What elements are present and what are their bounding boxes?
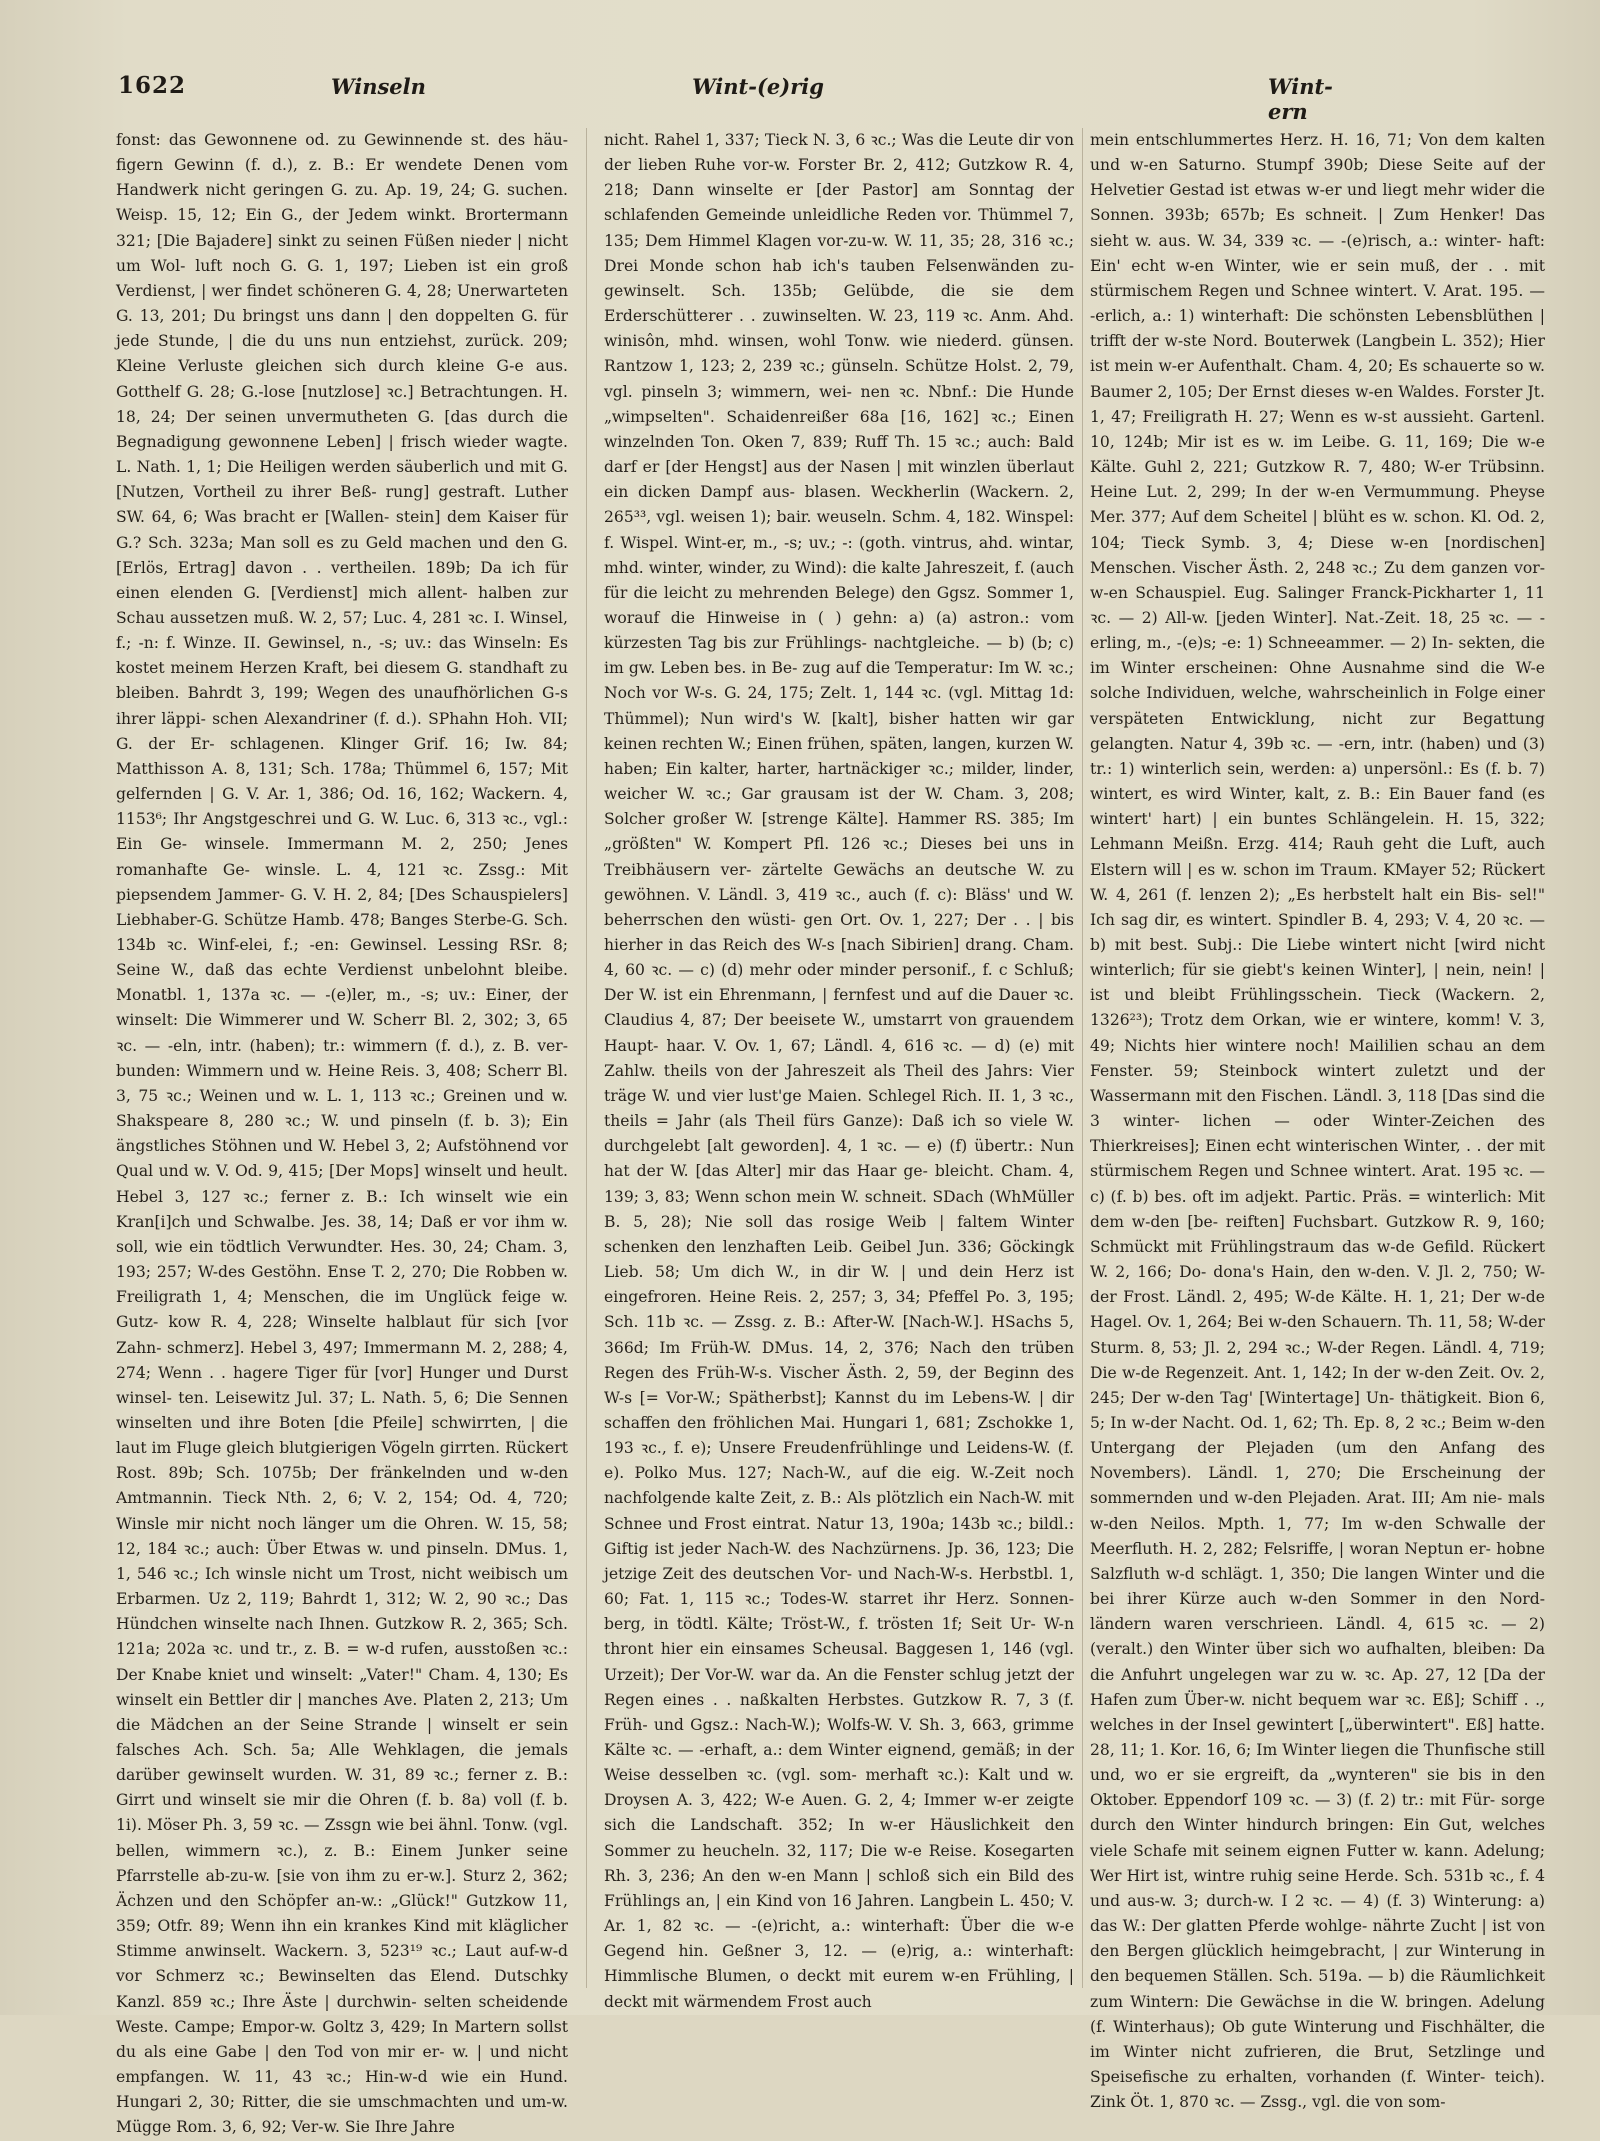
page-number: 1622 <box>118 72 187 99</box>
running-head-right: Wint-ern <box>1268 74 1333 124</box>
column-divider <box>586 128 587 1988</box>
page-header <box>118 72 1363 124</box>
column-text: mein entschlummertes Herz. H. 16, 71; Von dem kalten und w-en Saturno. Stumpf 390b; Diese Seite auf der Helvetier Gestad ist etwas w-er und liegt mehr wider die Sonnen. 393b; 657b; Es schneit. | Zum Henker! Das sieht w. aus. W. 34, 339 ꝛc. — -(e)risch, a.: winter- haft: Ein' echt w-en Winter, wie er sein muß, der . . mit stürmischem Regen und Schnee wintert. V. Arat. 195. — -erlich, a.: 1) winterhaft: Die schönsten Lebensblüthen | trifft der w-ste Nord. Bouterwek (Langbein L. 352); Hier ist mein w-er Aufenthalt. Cham. 4, 20; Es schauerte so w. Baumer 2, 105; Der Ernst dieses w-en Waldes. Forster Jt. 1, 47; Freiligrath H. 27; Wenn es w-st aussieht. Gartenl. 10, 124b; Mir ist es w. im Leibe. G. 11, 169; Die w-e Kälte. Guhl 2, 221; Gutzkow R. 7, 480; W-er Trübsinn. Heine Lut. 2, 299; In der w-en Vermummung. Pheyse Mer. 377; Auf dem Scheitel | blüht es w. schon. Kl. Od. 2, 104; Tieck Symb. 3, 4; Diese w-en [nordischen] Menschen. Vischer Ästh. 2, 248 ꝛc.; Zu dem ganzen vor- w-en Schauspiel. Eug. Salinger Franck-Pickharter 1, 11 ꝛc. — 2) All-w. [jeden Winter]. Nat.-Zeit. 18, 25 ꝛc. — -erling, m., -(e)s; -e: 1) Schneeammer. — 2) In- sekten, die im Winter erscheinen: Ohne Ausnahme sind die W-e solche Individuen, welche, wahrscheinlich in Folge einer verspäteten Entwicklung, nicht zur Begattung gelangten. Natur 4, 39b ꝛc. — -ern, intr. (haben) und (3) tr.: 1) winterlich sein, werden: a) unpersönl.: Es (f. b. 7) wintert, es wird Winter, kalt, z. B.: Ein Bauer fand (es wintert' hart) | ein buntes Schlängelein. H. 15, 322; Lehmann Meißn. Erzg. 414; Rauh geht die Luft, auch Elstern will | es w. schon im Traum. KMayer 52; Rückert W. 4, 261 (f. lenzen 2); „Es herbstelt halt ein Bis- sel!" Ich sag dir, es wintert. Spindler B. 4, 293; V. 4, 20 ꝛc. — b) mit best. Subj.: Die Liebe wintert nicht [wird nicht winterlich; für sie giebt's keinen Winter], | nein, nein! | ist und bleibt Frühlingsschein. Tieck (Wackern. 2, 1326²³); Trotz dem Orkan, wie er wintere, komm! V. 3, 49; Nichts hier wintere noch! Maililien schau an dem Fenster. 59; Steinbock wintert zuletzt und der Wassermann mit den Fischen. Ländl. 3, 118 [Das sind die 3 winter- lichen — oder Winter-Zeichen des Thierkreises]; Einen echt winterischen Winter, . . der mit stürmischem Regen und Schnee wintert. Arat. 195 ꝛc. — c) (f. b) bes. oft im adjekt. Partic. Präs. = winterlich: Mit dem w-den [be- reiften] Fuchsbart. Gutzkow R. 9, 160; Schmückt mit Frühlingstraum das w-de Gefild. Rückert W. 2, 166; Do- dona's Hain, den w-den. V. Jl. 2, 750; W-der Frost. Ländl. 2, 495; W-de Kälte. H. 1, 21; Der w-de Hagel. Ov. 1, 264; Bei w-den Schauern. Th. 11, 58; W-der Sturm. 8, 53; Jl. 2, 294 ꝛc.; W-der Regen. Ländl. 4, 719; Die w-de Regenzeit. Ant. 1, 142; In der w-den Zeit. Ov. 2, 245; Der w-den Tag' [Wintertage] Un- thätigkeit. Bion 6, 5; In w-der Nacht. Od. 1, 62; Th. Ep. 8, 2 ꝛc.; Beim w-den Untergang der Plejaden (um den Anfang des Novembers). Ländl. 1, 270; Die Erscheinung der sommernden und w-den Plejaden. Arat. III; Am nie- mals w-den Neilos. Mpth. 1, 77; Im w-den Schwalle der Meerfluth. H. 2, 282; Felsriffe, | woran Neptun er- hobne Salzfluth w-d schlägt. 1, 350; Die langen Winter und die bei ihrer Kürze auch w-den Sommer in den Nord- ländern waren verschrieen. Ländl. 4, 615 ꝛc. — 2) (veralt.) den Winter über sich wo aufhalten, bleiben: Da die Anfuhrt ungelegen war zu w. ꝛc. Ap. 27, 12 [Da der Hafen zum Über-w. nicht bequem war ꝛc. Eß]; Schiff . ., welches in der Insel gewintert [„überwintert". Eß] hatte. 28, 11; 1. Kor. 16, 6; Im Winter liegen die Thunfische still und, wo er sie ergreift, da „wynteren" sie bis in den Oktober. Eppendorf 109 ꝛc. — 3) (f. 2) tr.: mit Für- sorge durch den Winter hindurch bringen: Ein Gut, welches viele Schafe mit seinem eignen Futter w. kann. Adelung; Wer Hirt ist, wintre ruhig seine Herde. Sch. 531b ꝛc., f. 4 und aus-w. 3; durch-w. I 2 ꝛc. — 4) (f. 3) Winterung: a) das W.: Der glatten Pferde wohlge- nährte Zucht | ist von den Bergen glücklich heimgebracht, | zur Winterung in den bequemen Ställen. Sch. 519a. — b) die Räumlichkeit zum Wintern: Die Gewächse in die W. bringen. Adelung (f. Winterhaus); Ob gute Winterung und Fischhälter, die im Winter nicht zufrieren, die Brut, Setzlinge und Speisefische zu erhalten, vorhanden (f. Winter- teich). Zink Öt. 1, 870 ꝛc. — Zssg., vgl. die von som- <box>1090 131 1545 2112</box>
running-head-left: Winseln <box>331 74 426 99</box>
column-divider <box>1082 128 1083 1988</box>
column-text: fonst: das Gewonnene od. zu Gewinnende st. des häu- figern Gewinn (f. d.), z. B.: Er wendete Denen vom Handwerk nicht geringen G. zu. Ap. 19, 24; G. suchen. Weisp. 15, 12; Ein G., der Jedem winkt. Brortermann 321; [Die Bajadere] sinkt zu seinen Füßen nieder | nicht um Wol- luft noch G. G. 1, 197; Lieben ist ein groß Verdienst, | wer findet schöneren G. 4, 28; Unerwarteten G. 13, 201; Du bringst uns dann | den doppelten G. für jede Stunde, | die du uns nun entziehst, zurück. 209; Kleine Verluste gleichen sich durch kleine G-e aus. Gotthelf G. 28; G.-lose [nutzlose] ꝛc.] Betrachtungen. H. 18, 24; Der seinen unvermutheten G. [das durch die Begnadigung gewonnene Leben] | frisch wieder wagte. L. Nath. 1, 1; Die Heiligen werden säuberlich und mit G. [Nutzen, Vortheil zu ihrer Beß- rung] gestraft. Luther SW. 64, 6; Was bracht er [Wallen- stein] dem Kaiser für G.? Sch. 323a; Man soll es zu Geld machen und den G. [Erlös, Ertrag] davon . . vertheilen. 189b; Da ich für einen elenden G. [Verdienst] mich allent- halben zur Schau aussetzen muß. W. 2, 57; Luc. 4, 281 ꝛc. I. Winsel, f.; -n: f. Winze. II. Gewinsel, n., -s; uv.: das Winseln: Es kostet meinem Herzen Kraft, bei diesem G. standhaft zu bleiben. Bahrdt 3, 199; Wegen des unaufhörlichen G-s ihrer läppi- schen Alexandriner (f. d.). SPhahn Hoh. VII; G. der Er- schlagenen. Klinger Grif. 16; Iw. 84; Matthisson A. 8, 131; Sch. 178a; Thümmel 6, 157; Mit gelfernden | G. V. Ar. 1, 386; Od. 16, 162; Wackern. 4, 1153⁶; Ihr Angstgeschrei und G. W. Luc. 6, 313 ꝛc., vgl.: Ein Ge- winsele. Immermann M. 2, 250; Jenes romanhafte Ge- winsle. L. 4, 121 ꝛc. Zssg.: Mit piepsendem Jammer- G. V. H. 2, 84; [Des Schauspielers] Liebhaber-G. Schütze Hamb. 478; Banges Sterbe-G. Sch. 134b ꝛc. Winf-elei, f.; -en: Gewinsel. Lessing RSr. 8; Seine W., daß das echte Verdienst unbelohnt bleibe. Monatbl. 1, 137a ꝛc. — -(e)ler, m., -s; uv.: Einer, der winselt: Die Wimmerer und W. Scherr Bl. 2, 302; 3, 65 ꝛc. — -eln, intr. (haben); tr.: wimmern (f. d.), z. B. ver- bunden: Wimmern und w. Heine Reis. 3, 408; Scherr Bl. 3, 75 ꝛc.; Weinen und w. L. 1, 113 ꝛc.; Greinen und w. Shakspeare 8, 280 ꝛc.; W. und pinseln (f. b. 3); Ein ängstliches Stöhnen und W. Hebel 3, 2; Aufstöhnend vor Qual und w. V. Od. 9, 415; [Der Mops] winselt und heult. Hebel 3, 127 ꝛc.; ferner z. B.: Ich winselt wie ein Kran[i]ch und Schwalbe. Jes. 38, 14; Daß er vor ihm w. soll, wie ein tödtlich Verwundter. Hes. 30, 24; Cham. 3, 193; 257; W-des Gestöhn. Ense T. 2, 270; Die Robben w. Freiligrath 1, 4; Menschen, die im Unglück feige w. Gutz- kow R. 4, 228; Winselte halblaut für sich [vor Zahn- schmerz]. Hebel 3, 497; Immermann M. 2, 288; 4, 274; Wenn . . hagere Tiger für [vor] Hunger und Durst winsel- ten. Leisewitz Jul. 37; L. Nath. 5, 6; Die Sennen winselten und ihre Boten [die Pfeile] schwirrten, | die laut im Fluge gleich blutgierigen Vögeln girrten. Rückert Rost. 89b; Sch. 1075b; Der fränkelnden und w-den Amtmannin. Tieck Nth. 2, 6; V. 2, 154; Od. 4, 720; Winsle mir nicht noch länger um die Ohren. W. 15, 58; 12, 184 ꝛc.; auch: Über Etwas w. und pinseln. DMus. 1, 1, 546 ꝛc.; Ich winsle nicht um Trost, nicht weibisch um Erbarmen. Uz 2, 119; Bahrdt 1, 312; W. 2, 90 ꝛc.; Das Hündchen winselte nach Ihnen. Gutzkow R. 2, 365; Sch. 121a; 202a ꝛc. und tr., z. B. = w-d rufen, ausstoßen ꝛc.: Der Knabe kniet und winselt: „Vater!" Cham. 4, 130; Es winselt ein Bettler dir | manches Ave. Platen 2, 213; Um die Mädchen an der Seine Strande | winselt er sein falsches Ach. Sch. 5a; Alle Wehklagen, die jemals darüber gewinselt wurden. W. 31, 89 ꝛc.; ferner z. B.: Girrt und winselt sie mir die Ohren (f. b. 8a) voll (f. b. 1i). Möser Ph. 3, 59 ꝛc. — Zssgn wie bei ähnl. Tonw. (vgl. bellen, wimmern ꝛc.), z. B.: Einem Junker seine Pfarrstelle ab-zu-w. [sie von ihm zu er-w.]. Sturz 2, 362; Ächzen und den Schöpfer an-w.: „Glück!" Gutzkow 11, 359; Otfr. 89; Wenn ihn ein krankes Kind mit kläglicher Stimme anwinselt. Wackern. 3, 523¹⁹ ꝛc.; Laut auf-w-d vor Schmerz ꝛc.; Bewinselten das Elend. Dutschky Kanzl. 859 ꝛc.; Ihre Äste | durchwin- selten scheidende Weste. Campe; Empor-w. Goltz 3, 429; In Martern sollst du als eine Gabe | den Tod von mir er- w. | und nicht empfangen. W. 11, 43 ꝛc.; Hin-w-d wie ein Hund. Hungari 2, 30; Ritter, die sie umschmachten und um-w. Mügge Rom. 3, 6, 92; Ver-w. Sie Ihre Jahre <box>116 131 569 2137</box>
text-column-left <box>116 128 569 2137</box>
running-head-center: Wint-(e)rig <box>692 74 824 99</box>
text-column-right <box>1090 128 1545 2112</box>
column-text: nicht. Rahel 1, 337; Tieck N. 3, 6 ꝛc.; Was die Leute dir von der lieben Ruhe vor-w. Forster Br. 2, 412; Gutzkow R. 4, 218; Dann winselte er [der Pastor] am Sonntag der schlafenden Gemeinde unleidliche Reden vor. Thümmel 7, 135; Dem Himmel Klagen vor-zu-w. W. 11, 35; 28, 316 ꝛc.; Drei Monde schon hab ich's tauben Felsenwänden zu- gewinselt. Sch. 135b; Gelübde, die sie dem Erderschütterer . . zuwinselten. W. 23, 119 ꝛc. Anm. Ahd. winisôn, mhd. winsen, wohl Tonw. wie niederd. günsen. Rantzow 1, 123; 2, 239 ꝛc.; günseln. Schütze Holst. 2, 79, vgl. pinseln 3; wimmern, wei- nen ꝛc. Nbnf.: Die Hunde „wimpselten". Schaidenreißer 68a [16, 162] ꝛc.; Einen winzelnden Ton. Oken 7, 839; Ruff Th. 15 ꝛc.; auch: Bald darf er [der Hengst] aus der Nasen | mit winzlen überlaut ein dicken Dampf aus- blasen. Weckherlin (Wackern. 2, 265³³, vgl. weisen 1); bair. weuseln. Schm. 4, 182. Winspel: f. Wispel. Wint-er, m., -s; uv.; -: (goth. vintrus, ahd. wintar, mhd. winter, winder, zu Wind): die kalte Jahreszeit, f. (auch für die leicht zu mehrenden Belege) den Ggsz. Sommer 1, worauf die Hinweise in ( ) gehn: a) (a) astron.: vom kürzesten Tag bis zur Frühlings- nachtgleiche. — b) (b; c) im gw. Leben bes. in Be- zug auf die Temperatur: Im W. ꝛc.; Noch vor W-s. G. 24, 175; Zelt. 1, 144 ꝛc. (vgl. Mittag 1d: Thümmel); Nun wird's W. [kalt], bisher hatten wir gar keinen rechten W.; Einen frühen, späten, langen, kurzen W. haben; Ein kalter, harter, hartnäckiger ꝛc.; milder, linder, weicher W. ꝛc.; Gar grausam ist der W. Cham. 3, 208; Solcher großer W. [strenge Kälte]. Hammer RS. 385; Im „größten" W. Kompert Pfl. 126 ꝛc.; Dieses bei uns in Treibhäusern ver- zärtelte Gewächs an deutsche W. zu gewöhnen. V. Ländl. 3, 419 ꝛc., auch (f. c): Bläss' und W. beherrschen den wüsti- gen Ort. Ov. 1, 227; Der . . | bis hierher in das Reich des W-s [nach Sibirien] drang. Cham. 4, 60 ꝛc. — c) (d) mehr oder minder personif., f. c Schluß; Der W. ist ein Ehrenmann, | fernfest und auf die Dauer ꝛc. Claudius 4, 87; Der beeisete W., umstarrt von grauendem Haupt- haar. V. Ov. 1, 67; Ländl. 4, 616 ꝛc. — d) (e) mit Zahlw. theils von der Jahreszeit als Theil des Jahrs: Vier träge W. und vier lust'ge Maien. Schlegel Rich. II. 1, 3 ꝛc., theils = Jahr (als Theil fürs Ganze): Daß ich so viele W. durchgelebt [alt geworden]. 4, 1 ꝛc. — e) (f) übertr.: Nun hat der W. [das Alter] mir das Haar ge- bleicht. Cham. 4, 139; 3, 83; Wenn schon mein W. schneit. SDach (WhMüller B. 5, 28); Nie soll das rosige Weib | faltem Winter schenken den lenzhaften Leib. Geibel Jun. 336; Göckingk Lieb. 58; Um dich W., in dir W. | und dein Herz ist eingefroren. Heine Reis. 2, 257; 3, 34; Pfeffel Po. 3, 195; Sch. 11b ꝛc. — Zssg. z. B.: After-W. [Nach-W.]. HSachs 5, 366d; Im Früh-W. DMus. 14, 2, 376; Nach den trüben Regen des Früh-W-s. Vischer Ästh. 2, 59, der Beginn des W-s [= Vor-W.; Spätherbst]; Kannst du im Lebens-W. | dir schaffen den fröhlichen Mai. Hungari 1, 681; Zschokke 1, 193 ꝛc., f. e); Unsere Freudenfrühlinge und Leidens-W. (f. e). Polko Mus. 127; Nach-W., auf die eig. W.-Zeit noch nachfolgende kalte Zeit, z. B.: Als plötzlich ein Nach-W. mit Schnee und Frost eintrat. Natur 13, 190a; 143b ꝛc.; bildl.: Giftig ist jeder Nach-W. des Nachzürnens. Jp. 36, 123; Die jetzige Zeit des deutschen Vor- und Nach-W-s. Herbstbl. 1, 60; Fat. 1, 115 ꝛc.; Todes-W. starret ihr Herz. Sonnen- berg, in tödtl. Kälte; Tröst-W., f. trösten 1f; Seit Ur- W-n thront hier ein einsames Scheusal. Baggesen 1, 146 (vgl. Urzeit); Der Vor-W. war da. An die Fenster schlug jetzt der Regen eines . . naßkalten Herbstes. Gutzkow R. 7, 3 (f. Früh- und Ggsz.: Nach-W.); Wolfs-W. V. Sh. 3, 663, grimme Kälte ꝛc. — -erhaft, a.: dem Winter eignend, gemäß; in der Weise desselben ꝛc. (vgl. som- merhaft ꝛc.): Kalt und w. Droysen A. 3, 422; W-e Auen. G. 2, 4; Immer w-er zeigte sich die Landschaft. 352; In w-er Häuslichkeit den Sommer zu heucheln. 32, 117; Die w-e Reise. Kosegarten Rh. 3, 236; An den w-en Mann | schloß sich ein Bild des Frühlings an, | ein Kind von 16 Jahren. Langbein L. 450; V. Ar. 1, 82 ꝛc. — -(e)richt, a.: winterhaft: Über die w-e Gegend hin. Geßner 3, 12. — (e)rig, a.: winterhaft: Himmlische Blumen, o deckt mit eurem w-en Frühling, | deckt mit wärmendem Frost auch <box>604 131 1074 2011</box>
text-column-middle <box>604 128 1074 2011</box>
